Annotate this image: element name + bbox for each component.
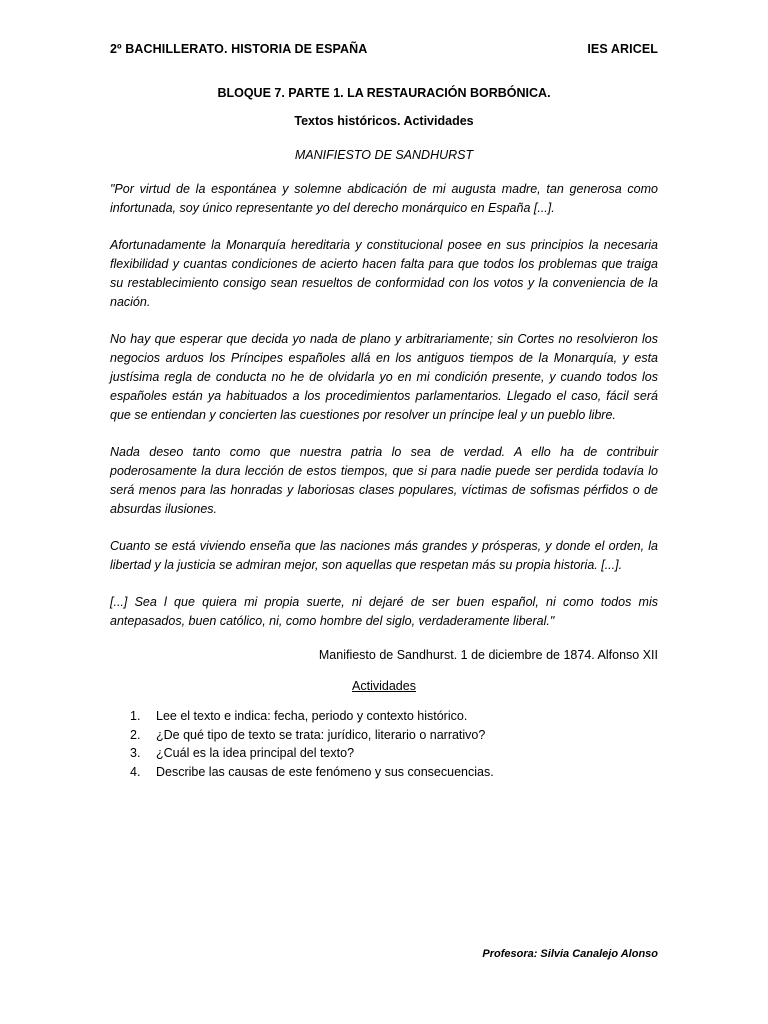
text-title: MANIFIESTO DE SANDHURST bbox=[294, 148, 474, 162]
text-paragraph: Nada deseo tanto como que nuestra patria lo sea de verdad. A ello ha de contribuir poderosamente la dura lección de estos tiempos, que si para nadie puede ser perdida todavía lo será menos para las honradas y laboriosas clases populares, víctimas de sofismas pérfidos o de absurdas ilusiones. bbox=[110, 445, 658, 516]
header-course: 2º BACHILLERATO. HISTORIA DE ESPAÑA bbox=[110, 42, 368, 56]
page-header bbox=[110, 42, 658, 56]
activities-list bbox=[130, 707, 650, 782]
activity-number: 3. bbox=[130, 746, 141, 761]
activity-item bbox=[130, 744, 650, 763]
activity-number: 4. bbox=[130, 765, 141, 780]
activity-text: ¿Cuál es la idea principal del texto? bbox=[156, 746, 355, 761]
text-paragraph: Afortunadamente la Monarquía hereditaria y constitucional posee en sus principios la necesaria flexibilidad y cuantas condiciones de acierto hacen falta para que todos los problemas que traiga su restablecimiento consigo sean resueltos de conformidad con los votos y la conveniencia de la nación. bbox=[110, 238, 658, 309]
activity-text: Lee el texto e indica: fecha, periodo y contexto histórico. bbox=[156, 709, 468, 723]
document-subtitle: Textos históricos. Actividades bbox=[294, 114, 474, 128]
text-paragraph: "Por virtud de la espontánea y solemne abdicación de mi augusta madre, tan generosa como infortunada, soy único representante yo del derecho monárquico en España [...]. bbox=[110, 182, 658, 215]
activity-text: ¿De qué tipo de texto se trata: jurídico, literario o narrativo? bbox=[156, 727, 486, 742]
text-source: Manifiesto de Sandhurst. 1 de diciembre de 1874. Alfonso XII bbox=[318, 648, 658, 662]
text-paragraph: Cuanto se está viviendo enseña que las naciones más grandes y prósperas, y donde el orden, la libertad y la justicia se admiran mejor, son aquellas que respetan más su propia historia. [...]. bbox=[110, 539, 658, 572]
activity-text: Describe las causas de este fenómeno y sus consecuencias. bbox=[156, 765, 494, 780]
bloque-title: BLOQUE 7. PARTE 1. LA RESTAURACIÓN BORBÓNICA. bbox=[217, 86, 551, 100]
activity-number: 2. bbox=[130, 727, 141, 742]
header-school: IES ARICEL bbox=[587, 42, 658, 56]
activity-item bbox=[130, 763, 650, 782]
text-paragraph: [...] Sea l que quiera mi propia suerte, ni dejaré de ser buen español, ni como todos mis antepasados, buen católico, ni, como hombre del siglo, verdaderamente liberal." bbox=[110, 595, 658, 628]
page-footer: Profesora: Silvia Canalejo Alonso bbox=[482, 948, 658, 960]
activity-number: 1. bbox=[130, 709, 141, 723]
activity-item bbox=[130, 707, 650, 726]
text-paragraph: No hay que esperar que decida yo nada de plano y arbitrariamente; sin Cortes no resolvieron los negocios arduos los Príncipes españoles allá en los antiguos tiempos de la Monarquía, y esta justísima regla de conducta no he de olvidarla yo en mi condición presente, y cuando todos los españoles están ya habituados a los procedimientos parlamentarios. Llegado el caso, fácil será que se entiendan y concierten las cuestiones por resolver un príncipe leal y un pueblo libre. bbox=[110, 332, 658, 422]
activities-heading: Actividades bbox=[352, 679, 416, 693]
activity-item bbox=[130, 726, 650, 745]
